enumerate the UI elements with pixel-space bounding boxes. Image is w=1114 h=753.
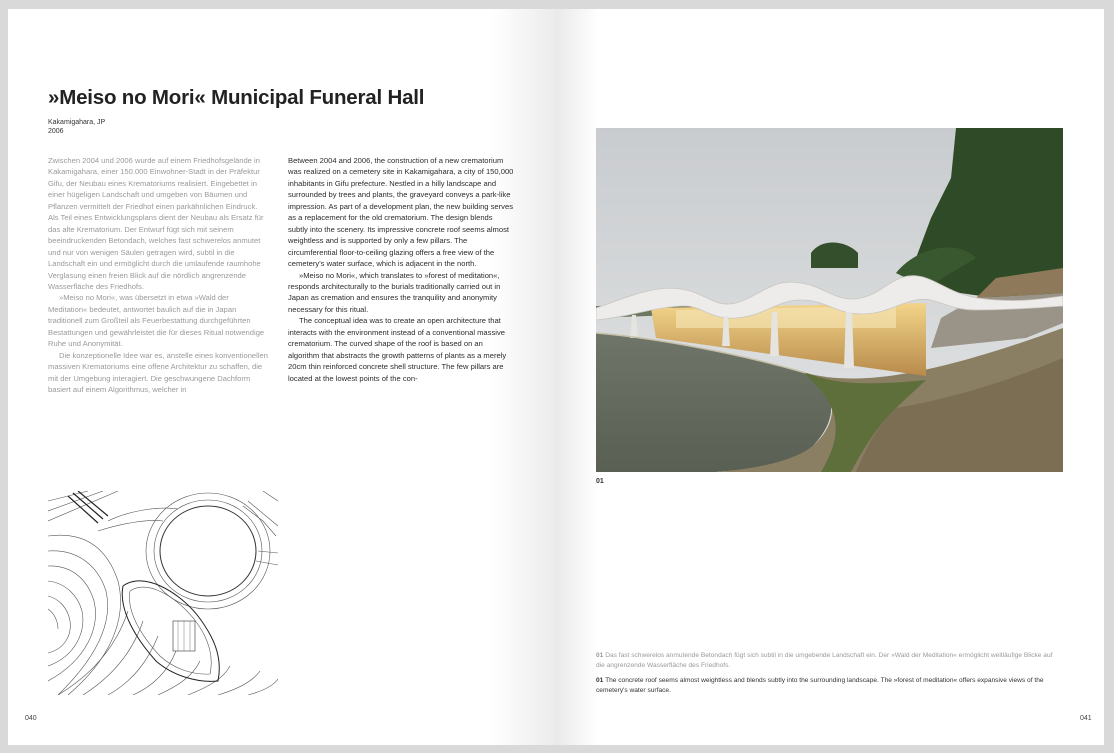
caption-english [596, 676, 1058, 695]
german-text-column [48, 155, 269, 396]
english-paragraph-3: The conceptual idea was to create an open architecture that interacts with the environment instead of a conventional massive crematorium. The curved shape of the roof is based on an algorithm that abstracts the growth patterns of plants as a merely 20cm thin reinforced concrete shell structure. The few pillars are located at the lowest points of the con- [288, 316, 507, 383]
caption-german [596, 651, 1058, 670]
german-paragraph-1: Zwischen 2004 und 2006 wurde auf einem Friedhofsgelände in Kakamigahara, einer 150.000 Einwohner-Stadt in der Präfektur Gifu, der Neubau eines Krematoriums realisiert. Eingebettet in einer hügeligen Landschaft und umgeben von Bäumen und Pflanzen vermittelt der Friedhof einen parkähnlichen Eindruck. Als Teil eines Entwicklungsplans dient der Neubau als Ersatz für das alte Krematorium. Der Entwurf fügt sich mit seinem beeindruckenden Betondach, welches fast schwerelos anmutet und nur von wenigen Säulen getragen wird, subtil in die Landschaft ein und ermöglicht durch die umlaufende raumhohe Verglasung einen freien Blick auf die nördlich angrenzende Wasserfläche des Friedhofs. [48, 156, 264, 291]
german-paragraph-3: Die konzeptionelle Idee war es, anstelle eines konventionellen massiven Krematoriums eine offene Architektur zu schaffen, die mit der Umgebung interagiert. Die geschwungene Dachform basiert auf einem Algorithmus, welcher in [48, 350, 268, 395]
caption-german-text: Das fast schwerelos anmutende Betondach fügt sich subtil in die umgebende Landschaft ein. Der »Wald der Meditation« ermöglicht weitläufige Blicke auf die angrenzende Wasserfläche des Friedhofs. [596, 652, 1053, 669]
project-year: 2006 [48, 128, 64, 135]
site-plan-drawing [48, 491, 278, 695]
german-paragraph-2: »Meiso no Mori«, was übersetzt in etwa »Wald der Meditation« bedeutet, antwortet baulich auf die in Japan traditionell zum Großteil als Feuerbestattung durchgeführten Bestattungen und gewährleistet die für dieses Ritual notwendige Ruhe und Anonymität. [48, 293, 265, 349]
page-number-left: 040 [25, 715, 37, 722]
page-number-right: 041 [1080, 715, 1092, 722]
english-paragraph-2: »Meiso no Mori«, which translates to »forest of meditation«, responds architecturally to the burials traditionally carried out in Japan as cremation and ensures the tranquility and anonymity necessary for this ritual. [288, 270, 501, 314]
project-location: Kakamigahara, JP [48, 119, 106, 126]
caption-german-number: 01 [596, 652, 604, 659]
figure-number: 01 [596, 478, 604, 485]
english-paragraph-1: Between 2004 and 2006, the construction of a new crematorium was realized on a cemetery site in Kakamigahara, a city of 150,000 inhabitants in Gifu prefecture. Nestled in a hilly landscape and surrounded by trees and plants, the graveyard conveys a park-like impression. As part of a development plan, the new building serves as a replacement for the old crematorium. The design blends subtly into the scenery. Its impressive concrete roof seems almost weightless and is supported by only a few pillars. The circumferential floor-to-ceiling glazing offers a free view of the cemetery's water surface, which is adjacent in the north. [288, 156, 514, 269]
caption-english-text: The concrete roof seems almost weightless and blends subtly into the surrounding landscape. The »forest of meditation« offers expansive views of the cemetery's water surface. [596, 677, 1044, 694]
english-text-column [288, 155, 514, 384]
caption-english-number: 01 [596, 677, 604, 684]
funeral-hall-photo [596, 128, 1063, 472]
project-meta [48, 118, 105, 136]
page-title: »Meiso no Mori« Municipal Funeral Hall [48, 86, 425, 109]
